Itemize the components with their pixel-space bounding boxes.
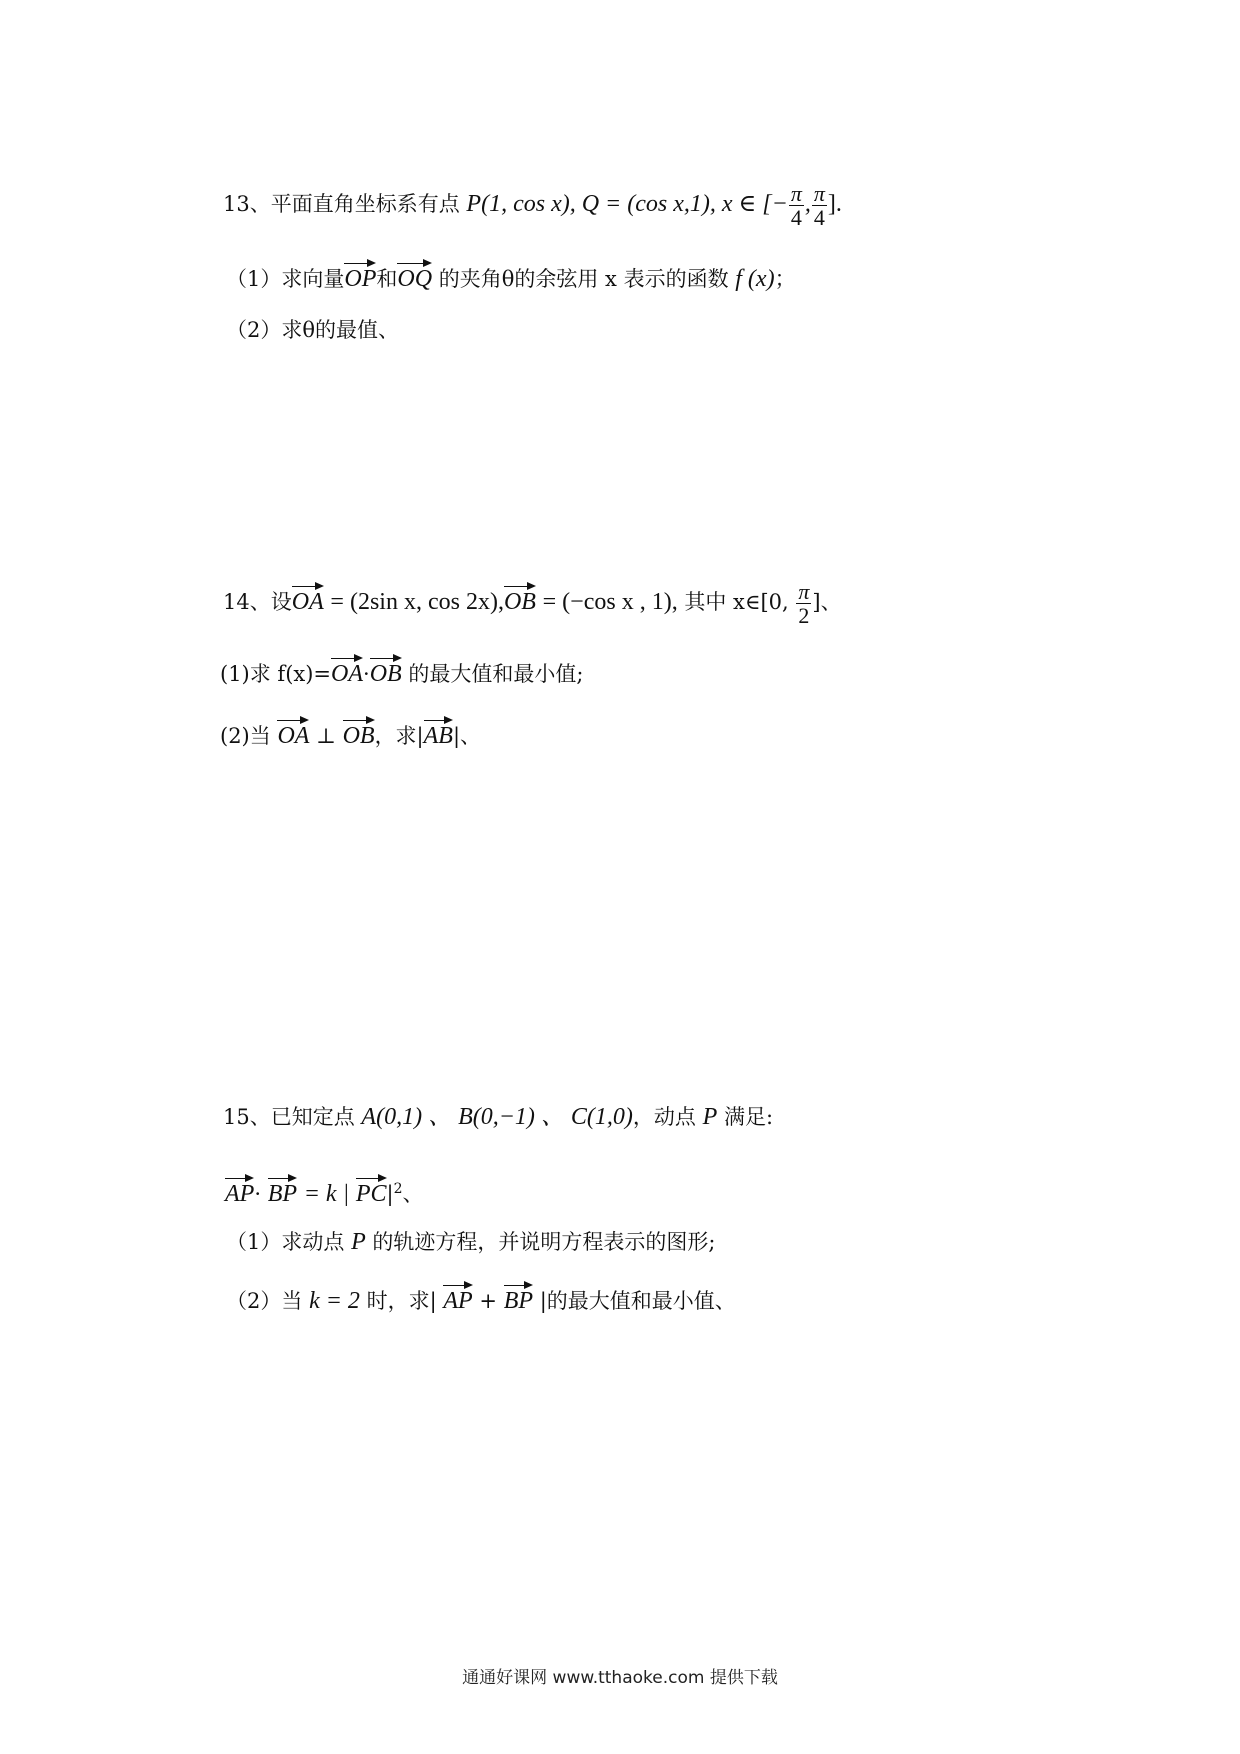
vector-ap: AP	[443, 1285, 472, 1313]
vector-oa: OA	[331, 658, 363, 686]
vector-oa: OA	[277, 720, 309, 748]
q13-part1: （1）求向量OP和OQ 的夹角θ的余弦用 x 表示的函数 f (x)；	[226, 263, 796, 291]
q13-stem: 13、平面直角坐标系有点 P(1, cos x), Q = (cos x,1), x ∈ [− $\frac{\pi}{4}$ , $\frac{\pi}{4}$ ].	[223, 181, 842, 231]
vector-ob: OB	[343, 720, 375, 748]
vector-op: OP	[344, 263, 376, 291]
q13-lead: 平面直角坐标系有点	[270, 192, 460, 217]
q14-part1: (1)求 f(x)=OA·OB 的最大值和最小值;	[220, 658, 583, 686]
vector-ab: AB	[424, 720, 453, 748]
q15-part2: （2）当 k = 2 时，求| AP + BP |的最大值和最小值、	[226, 1285, 736, 1313]
q13-number: 13、	[223, 192, 271, 217]
q13-points: P(1, cos x), Q = (cos x,1), x ∈ [−	[466, 191, 788, 218]
q13-frac-2: $\frac{\pi}{4}$	[813, 181, 825, 231]
q15-points: A(0,1) 、 B(0,−1) 、 C(1,0)	[361, 1104, 633, 1130]
q15-stem: 15、已知定点 A(0,1) 、 B(0,−1) 、 C(1,0)，动点 P 满足:	[223, 1104, 774, 1130]
q15-part1: （1）求动点 P 的轨迹方程，并说明方程表示的图形;	[226, 1229, 716, 1255]
vector-pc: PC	[356, 1178, 387, 1206]
q15-equation: AP· BP = k | $PC|^2$、	[225, 1178, 424, 1206]
vector-ob: OB	[504, 586, 536, 614]
vector-bp: BP	[268, 1178, 297, 1206]
vector-oa: OA	[292, 586, 324, 614]
q13-fx: f (x)	[735, 266, 775, 292]
vector-oq: OQ	[397, 263, 432, 291]
vector-ap: AP	[225, 1178, 254, 1206]
page-footer: 通通好课网 www.tthaoke.com 提供下载	[462, 1668, 778, 1688]
q14-stem: 14、设OA = (2sin x, cos 2x),OB = (−cos x , 1), 其中 x∈[0, $\frac{\pi}{2}$ ]、	[223, 579, 842, 629]
q13-part2: （2）求θ的最值、	[226, 318, 400, 342]
vector-ob: OB	[370, 658, 402, 686]
q14-frac: $\frac{\pi}{2}$	[798, 579, 810, 629]
q13-frac-1: $\frac{\pi}{4}$	[790, 181, 802, 231]
vector-bp: BP	[504, 1285, 533, 1313]
q13-end: ].	[827, 191, 842, 218]
q14-part2: (2)当 OA ⊥ OB，求|AB|、	[220, 720, 481, 748]
